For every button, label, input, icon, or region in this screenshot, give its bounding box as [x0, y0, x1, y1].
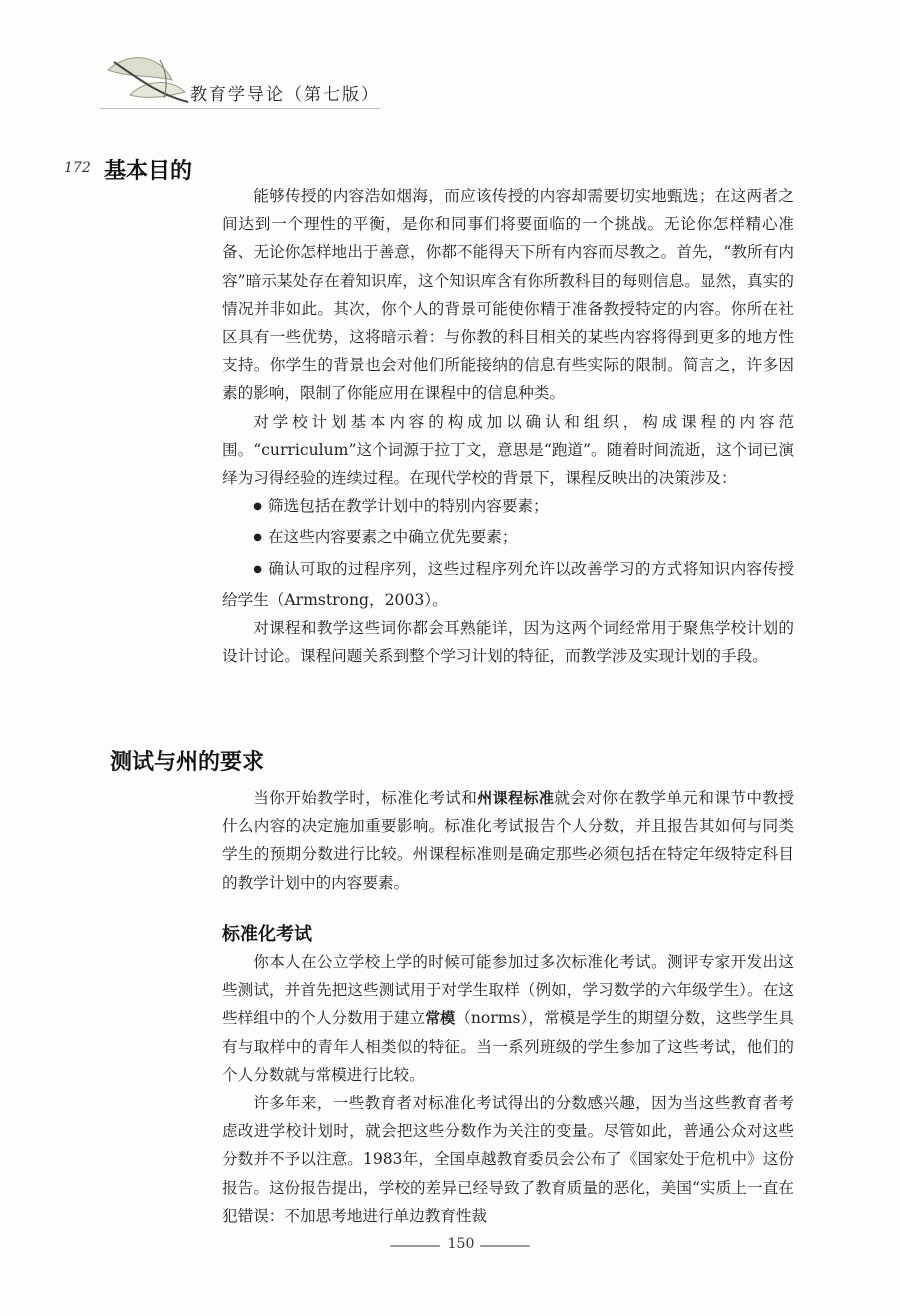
- paragraph: 能够传授的内容浩如烟海，而应该传授的内容却需要切实地甄选；在这两者之间达到一个理性的平衡，是你和同事们将要面临的一个挑战。无论你怎样精心准备、无论你怎样地出于善意，你都不能得天下所有内容而尽教之。首先，“教所有内容”暗示某处存在着知识库，这个知识库含有你所教科目的每则信息。显然，真实的情况并非如此。其次，你个人的背景可能使你精于准备教授特定的内容。你所在社区具有一些优势，这将暗示着：与你教的科目相关的某些内容将得到更多的地方性支持。你学生的背景也会对他们所能接纳的信息有些实际的限制。简言之，许多因素的影响，限制了你能应用在课程中的信息种类。: [222, 187, 794, 403]
- header-divider: [100, 108, 380, 109]
- footer-ornament-right: [480, 1245, 530, 1247]
- bullet-icon: [253, 523, 262, 554]
- paragraph: 当你开始教学时，标准化考试和州课程标准就会对你在教学单元和课节中教授什么内容的决定施加重要影响。标准化考试报告个人分数，并且报告其如何与同类学生的预期分数进行比较。州课程标准则是确定那些必须包括在特定年级特定科目的教学计划中的内容要素。: [222, 789, 794, 892]
- key-term: 州课程标准: [477, 789, 555, 807]
- section-heading-basic-goals: 基本目的: [104, 159, 193, 184]
- key-term: 常模: [425, 1009, 456, 1028]
- paragraph: 对学校计划基本内容的构成加以确认和组织，构成课程的内容范围。“curriculum”这个词源于拉丁文，意思是“跑道”。随着时间流逝，这个词已演绎为习得经验的连续过程。在现代学校的背景下，课程反映出的决策涉及：: [222, 412, 794, 488]
- subsection-heading-standardized-tests: 标准化考试: [222, 924, 312, 945]
- page-footer: [380, 1236, 540, 1256]
- footer-ornament-left: [390, 1245, 440, 1247]
- standardized-body: [222, 948, 794, 1230]
- testing-body: [222, 784, 794, 897]
- paragraph: 你本人在公立学校上学的时候可能参加过多次标准化考试。测评专家开发出这些测试，并首先把这些测试用于对学生取样（例如，学习数学的六年级学生）。在这些样组中的个人分数用于建立常模（norms），常模是学生的期望分数，这些学生具有与取样中的青年人相类似的特征。当一系列班级的学生参加了这些考试，他们的个人分数就与常模进行比较。: [222, 953, 794, 1084]
- list-item: ●筛选包括在教学计划中的特别内容要素；: [222, 492, 794, 523]
- page-number: 150: [447, 1236, 475, 1252]
- basic-goals-body: [222, 182, 794, 670]
- running-header-title: 教育学导论（第七版）: [190, 85, 380, 105]
- bullet-icon: [253, 492, 262, 523]
- bullet-icon: [253, 555, 262, 586]
- list-item: ●在这些内容要素之中确立优先要素；: [222, 523, 794, 554]
- bullet-list: [222, 492, 794, 614]
- section-heading-testing: 测试与州的要求: [110, 750, 265, 775]
- margin-page-number: 172: [64, 160, 91, 176]
- paragraph: 许多年来，一些教育者对标准化考试得出的分数感兴趣，因为当这些教育者考虑改进学校计划时，就会把这些分数作为关注的变量。尽管如此，普通公众对这些分数并不予以注意。1983年，全国卓越教育委员会公布了《国家处于危机中》这份报告。这份报告提出，学校的差异已经导致了教育质量的恶化，美国“实质上一直在犯错误：不加思考地进行单边教育性裁: [222, 1094, 794, 1225]
- paragraph: 对课程和教学这些词你都会耳熟能详，因为这两个词经常用于聚焦学校计划的设计讨论。课程问题关系到整个学习计划的特征，而教学涉及实现计划的手段。: [222, 619, 794, 666]
- list-item: ●确认可取的过程序列，这些过程序列允许以改善学习的方式将知识内容传授给学生（Armstrong，2003）。: [222, 555, 794, 614]
